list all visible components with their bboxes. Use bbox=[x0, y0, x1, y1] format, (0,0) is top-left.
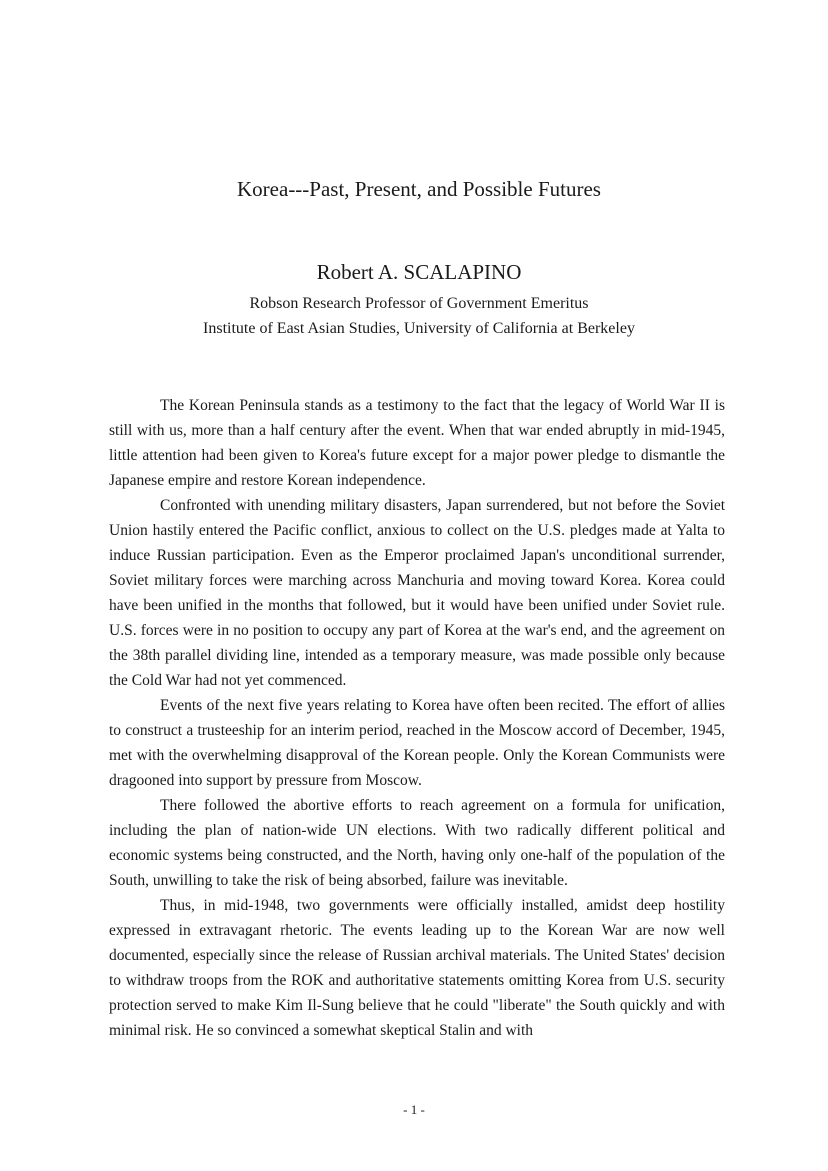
author-affiliation-title: Robson Research Professor of Government Emeritus bbox=[249, 295, 589, 312]
body-text bbox=[109, 393, 725, 1043]
paragraph: Events of the next five years relating to Korea have often been recited. The effort of allies to construct a trusteeship for an interim period, reached in the Moscow accord of December, 1945, met with the overwhelming disapproval of the Korean people. Only the Korean Communists were dragooned into support by pressure from Moscow. bbox=[109, 697, 725, 789]
paragraph: The Korean Peninsula stands as a testimony to the fact that the legacy of World War II is still with us, more than a half century after the event. When that war ended abruptly in mid-1945, little attention had been given to Korea's future except for a major power pledge to dismantle the Japanese empire and restore Korean independence. bbox=[109, 397, 725, 489]
paragraph: There followed the abortive efforts to reach agreement on a formula for unification, including the plan of nation-wide UN elections. With two radically different political and economic systems being constructed, and the North, having only one-half of the population of the South, unwilling to take the risk of being absorbed, failure was inevitable. bbox=[109, 797, 725, 889]
paragraph: Thus, in mid-1948, two governments were officially installed, amidst deep hostility expressed in extravagant rhetoric. The events leading up to the Korean War are now well documented, especially since the release of Russian archival materials. The United States' decision to withdraw troops from the ROK and authoritative statements omitting Korea from U.S. security protection served to make Kim Il-Sung believe that he could "liberate" the South quickly and with minimal risk. He so convinced a somewhat skeptical Stalin and with bbox=[109, 897, 725, 1039]
paragraph: Confronted with unending military disasters, Japan surrendered, but not before the Soviet Union hastily entered the Pacific conflict, anxious to collect on the U.S. pledges made at Yalta to induce Russian participation. Even as the Emperor proclaimed Japan's unconditional surrender, Soviet military forces were marching across Manchuria and moving toward Korea. Korea could have been unified in the months that followed, but it would have been unified under Soviet rule. U.S. forces were in no position to occupy any part of Korea at the war's end, and the agreement on the 38th parallel dividing line, intended as a temporary measure, was made possible only because the Cold War had not yet commenced. bbox=[109, 497, 725, 689]
document-title: Korea---Past, Present, and Possible Futures bbox=[237, 177, 601, 201]
author-affiliation-institute: Institute of East Asian Studies, University of California at Berkeley bbox=[203, 320, 635, 337]
page-number: - 1 - bbox=[403, 1102, 425, 1117]
author-name: Robert A. SCALAPINO bbox=[316, 260, 522, 284]
